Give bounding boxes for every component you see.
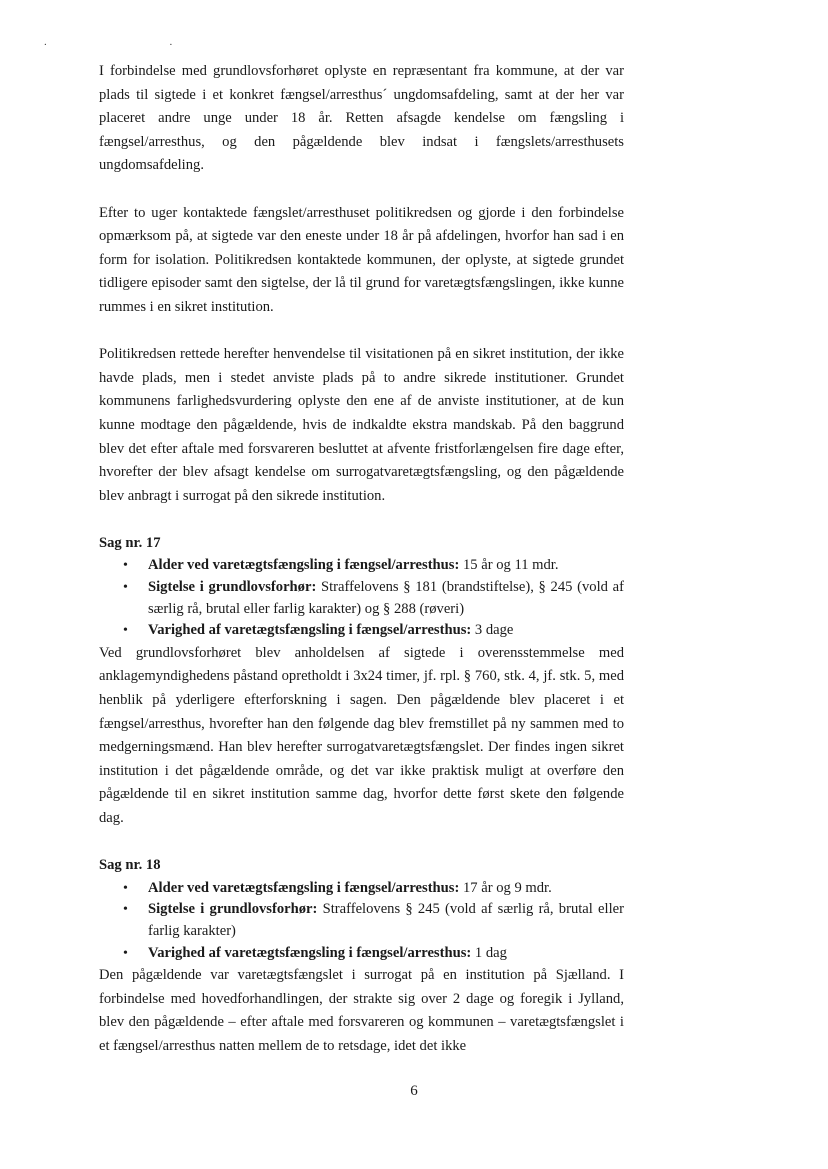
- case-description: Ved grundlovsforhøret blev anholdelsen af sigtede i overensstemmelse med anklagemyndighedens påstand opretholdt i 3x24 timer, jf. rpl. § 760, stk. 4, jf. stk. 5, med henblik på yderligere efterforskning i sagen. Den pågældende blev placeret i et fængsel/arresthus, hvorefter han den følgende dag blev fremstillet på ny sammen med to medgerningsmænd. Han blev herefter surrogatvaretægtsfængslet. Der findes ingen sikret institution i det pågældende område, og det var ikke praktisk muligt at overføre den pågældende til en sikret institution samme dag, hvorfor dette først skete den følgende dag.: [99, 644, 624, 826]
- paragraph-gap: [99, 508, 624, 532]
- paragraph: I forbindelse med grundlovsforhøret oplyste en repræsentant fra kommune, at der var plads til sigtede i et konkret fængsel/arresthus´ ungdomsafdeling, samt at der her var placeret andre unge under 18 år. Retten afsagde kendelse om fængsling i fængsel/arresthus, og den pågældende blev indsat i fængslets/arresthusets ungdomsafdeling.: [99, 63, 624, 174]
- paragraph-gap: [99, 320, 624, 344]
- detail-value: 1 dag: [471, 944, 507, 961]
- case-17-section: [99, 532, 624, 831]
- case-detail-duration: [148, 943, 624, 965]
- detail-label: Alder ved varetægtsfængsling i fængsel/arresthus:: [148, 557, 460, 574]
- detail-value: Straffelovens § 245 (vold af særlig rå, brutal eller farlig karakter): [148, 901, 624, 939]
- case-title: Sag nr. 18: [99, 857, 161, 874]
- paragraph: Politikredsen rettede herefter henvendelse til visitationen på en sikret institution, der ikke havde plads, men i stedet anviste plads på to andre sikrede institutioner. Grundet kommunens farlighedsvurdering oplyste den ene af de anviste institutioner, at de kun kunne modtage den pågældende, hvis de indkaldte ekstra mandskab. På den baggrund blev det efter aftale med forsvareren besluttet at afvente fristforlængelsen fire dage efter, hvorefter der blev afsagt kendelse om surrogatvaretægtsfængsling, og den pågældende blev anbragt i surrogat på den sikrede institution.: [99, 346, 624, 504]
- detail-value: 17 år og 9 mdr.: [459, 879, 552, 896]
- detail-value: 3 dage: [471, 622, 514, 639]
- case-details-list: [99, 878, 624, 964]
- detail-value: Straffelovens § 181 (brandstiftelse), § 245 (vold af særlig rå, brutal eller farlig karakter) og § 288 (røveri): [148, 579, 624, 617]
- case-detail-age: [148, 878, 624, 900]
- detail-label: Varighed af varetægtsfængsling i fængsel/arresthus:: [148, 622, 472, 639]
- detail-label: Alder ved varetægtsfængsling i fængsel/arresthus:: [148, 879, 460, 896]
- page-number: 6: [410, 1083, 418, 1099]
- case-detail-duration: [148, 620, 624, 642]
- paragraph: Efter to uger kontaktede fængslet/arresthuset politikredsen og gjorde i den forbindelse opmærksom på, at sigtede var den eneste under 18 år på afdelingen, hvorfor han sad i en form for isolation. Politikredsen kontaktede kommunen, der oplyste, at sigtede grundet tidligere episoder samt den sigtelse, der lå til grund for varetægtsfængslingen, ikke kunne rummes i en sikret institution.: [99, 204, 624, 315]
- detail-label: Sigtelse i grundlovsforhør:: [148, 901, 318, 918]
- document-page: [99, 60, 624, 1059]
- case-detail-age: [148, 555, 624, 577]
- paragraph-gap: [99, 178, 624, 202]
- case-detail-charge: [148, 577, 624, 620]
- detail-label: Varighed af varetægtsfængsling i fængsel/arresthus:: [148, 944, 472, 961]
- detail-label: Sigtelse i grundlovsforhør:: [148, 579, 317, 596]
- case-detail-charge: [148, 899, 624, 942]
- case-details-list: [99, 555, 624, 641]
- case-18-section: [99, 854, 624, 1058]
- scan-marks: . .: [44, 36, 233, 48]
- case-description: Den pågældende var varetægtsfængslet i surrogat på en institution på Sjælland. I forbindelse med hovedforhandlingen, der strakte sig over 2 dage og foregik i Jylland, blev den pågældende – efter aftale med forsvareren og kommunen – varetægtsfængslet i et fængsel/arresthus natten mellem de to retsdage, idet det ikke: [99, 967, 624, 1054]
- paragraph-gap: [99, 831, 624, 855]
- case-title: Sag nr. 17: [99, 534, 161, 551]
- detail-value: 15 år og 11 mdr.: [459, 557, 559, 574]
